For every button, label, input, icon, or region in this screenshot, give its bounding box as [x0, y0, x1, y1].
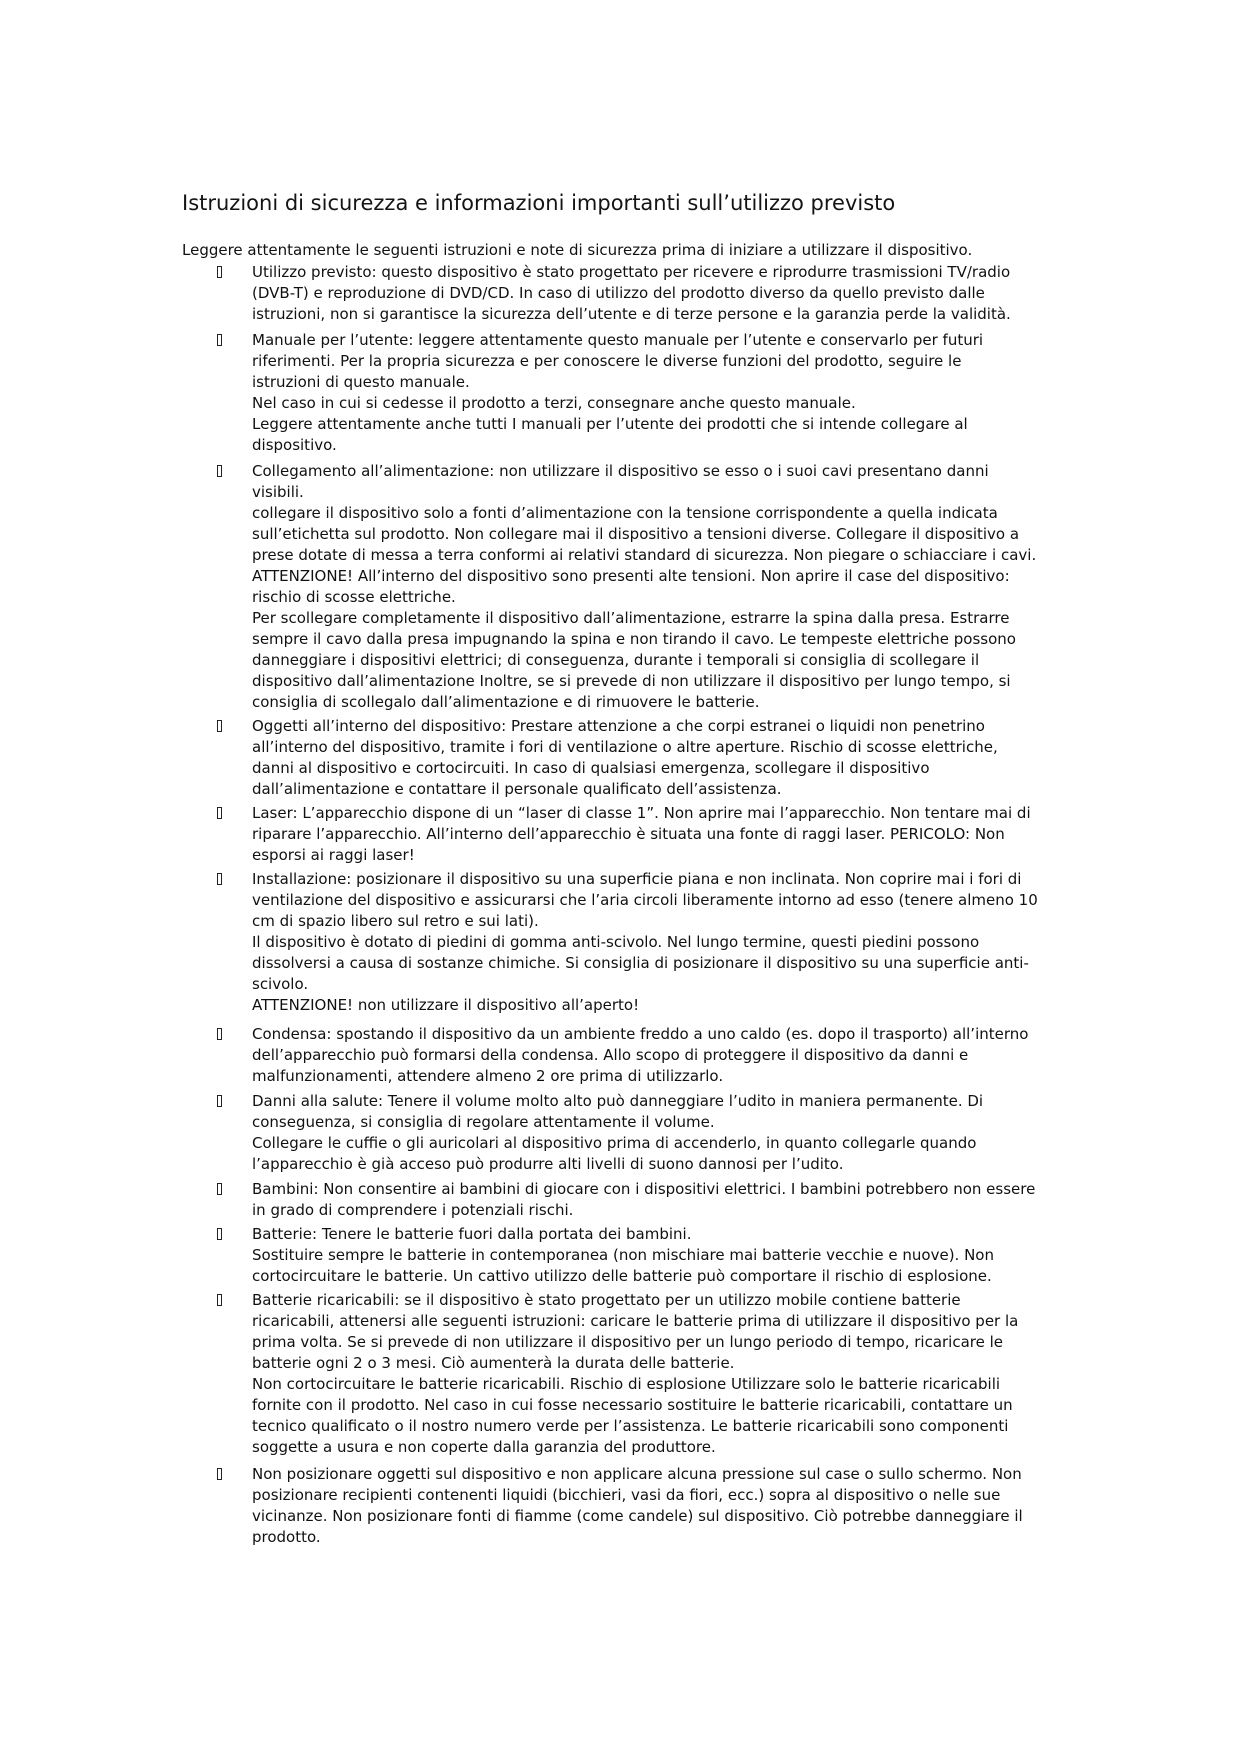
- list-item: [212, 716, 1082, 800]
- intro-text: Leggere attentamente le seguenti istruzioni e note di sicurezza prima di iniziare a utilizzare il dispositivo.: [182, 241, 973, 259]
- paragraph: Installazione: posizionare il dispositivo su una superficie piana e non inclinata. Non coprire mai i fori di ventilazione del dispositivo e assicurarsi che l’aria circoli liberamente intorno ad esso (tenere almeno 10 cm di spazio libero sul retro e sui lati).: [252, 870, 1038, 930]
- paragraph: Utilizzo previsto: questo dispositivo è stato progettato per ricevere e riprodurre trasmissioni TV/radio (DVB-T) e reproduzione di DVD/CD. In caso di utilizzo del prodotto diverso da quello previsto dalle istruzioni, non si garantisce la sicurezza dell’utente e di terze persone e la garanzia perde la validità.: [252, 263, 1011, 323]
- paragraph: Sostituire sempre le batterie in contemporanea (non mischiare mai batterie vecchie e nuove). Non cortocircuitare le batterie. Un cattivo utilizzo delle batterie può comportare il rischio di esplosione.: [252, 1246, 994, 1285]
- paragraph: Leggere attentamente anche tutti I manuali per l’utente dei prodotti che si intende collegare al dispositivo.: [252, 415, 968, 454]
- page-title: Istruzioni di sicurezza e informazioni importanti sull’utilizzo previsto: [182, 191, 896, 215]
- bullet-box-icon: [217, 266, 222, 278]
- paragraph: Il dispositivo è dotato di piedini di gomma anti-scivolo. Nel lungo termine, questi piedini possono dissolversi a causa di sostanze chimiche. Si consiglia di posizionare il dispositivo su una superficie anti- scivolo.: [252, 933, 1029, 993]
- paragraph: ATTENZIONE! non utilizzare il dispositivo all’aperto!: [252, 996, 640, 1014]
- list-item: [212, 1091, 1082, 1175]
- bullet-box-icon: [217, 1028, 222, 1040]
- paragraph: ATTENZIONE! All’interno del dispositivo sono presenti alte tensioni. Non aprire il case del dispositivo: rischio di scosse elettriche.: [252, 567, 1010, 606]
- list-item: [212, 262, 1082, 325]
- paragraph: Per scollegare completamente il dispositivo dall’alimentazione, estrarre la spina dalla presa. Estrarre sempre il cavo dalla presa impugnando la spina e non tirando il cavo. Le tempeste elettriche possono danneggiare i dispositivi elettrici; di conseguenza, durante i temporali si consiglia di scollegare il dispositivo dall’alimentazione Inoltre, se si prevede di non utilizzare il dispositivo per lungo tempo, si consiglia di scollegalo dall’alimentazione e di rimuovere le batterie.: [252, 609, 1016, 711]
- paragraph: Batterie ricaricabili: se il dispositivo è stato progettato per un utilizzo mobile contiene batterie ricaricabili, attenersi alle seguenti istruzioni: caricare le batterie prima di utilizzare il dispositivo per la prima volta. Se si prevede di non utilizzare il dispositivo per un lungo periodo di tempo, ricaricare le batterie ogni 2 o 3 mesi. Ciò aumenterà la durata delle batterie.: [252, 1291, 1019, 1372]
- paragraph: Collegamento all’alimentazione: non utilizzare il dispositivo se esso o i suoi cavi presentano danni visibili.: [252, 462, 989, 501]
- list-item: [212, 330, 1082, 456]
- paragraph: collegare il dispositivo solo a fonti d’alimentazione con la tensione corrispondente a quella indicata sull’etichetta sul prodotto. Non collegare mai il dispositivo a tensioni diverse. Collegare il dispositivo a prese dotate di messa a terra conformi ai relativi standard di sicurezza. Non piegare o schiacciare i cavi.: [252, 504, 1037, 564]
- bullet-box-icon: [217, 1183, 222, 1195]
- bullet-box-icon: [217, 720, 222, 732]
- list-item: [212, 1464, 1082, 1548]
- paragraph: Condensa: spostando il dispositivo da un ambiente freddo a uno caldo (es. dopo il trasporto) all’interno dell’apparecchio può formarsi della condensa. Allo scopo di proteggere il dispositivo da danni e malfunzionamenti, attendere almeno 2 ore prima di utilizzarlo.: [252, 1025, 1029, 1085]
- paragraph: Collegare le cuffie o gli auricolari al dispositivo prima di accenderlo, in quanto collegarle quando l’apparecchio è già acceso può produrre alti livelli di suono dannosi per l’udito.: [252, 1134, 977, 1173]
- bullet-box-icon: [217, 1294, 222, 1306]
- paragraph: Non posizionare oggetti sul dispositivo e non applicare alcuna pressione sul case o sullo schermo. Non posizionare recipienti contenenti liquidi (bicchieri, vasi da fiori, ecc.) sopra al dispositivo o nelle sue vicinanze. Non posizionare fonti di fiamme (come candele) sul dispositivo. Ciò potrebbe danneggiare il prodotto.: [252, 1465, 1023, 1546]
- bullet-box-icon: [217, 465, 222, 477]
- list-item: [212, 869, 1082, 1016]
- paragraph: Oggetti all’interno del dispositivo: Prestare attenzione a che corpi estranei o liquidi non penetrino all’interno del dispositivo, tramite i fori di ventilazione o altre aperture. Rischio di scosse elettriche, danni al dispositivo e cortocircuiti. In caso di qualsiasi emergenza, scollegare il dispositivo dall’alimentazione e contattare il personale qualificato dell’assistenza.: [252, 717, 998, 798]
- bullet-box-icon: [217, 1095, 222, 1107]
- paragraph: Laser: L’apparecchio dispone di un “laser di classe 1”. Non aprire mai l’apparecchio. Non tentare mai di riparare l’apparecchio. All’interno dell’apparecchio è situata una fonte di raggi laser. PERICOLO: Non esporsi ai raggi laser!: [252, 804, 1031, 864]
- bullet-box-icon: [217, 334, 222, 346]
- bullet-box-icon: [217, 1228, 222, 1240]
- list-item: [212, 1290, 1082, 1458]
- list-item: [212, 803, 1082, 866]
- paragraph: Danni alla salute: Tenere il volume molto alto può danneggiare l’udito in maniera permanente. Di conseguenza, si consiglia di regolare attentamente il volume.: [252, 1092, 984, 1131]
- bullet-box-icon: [217, 873, 222, 885]
- paragraph: Manuale per l’utente: leggere attentamente questo manuale per l’utente e conservarlo per futuri riferimenti. Per la propria sicurezza e per conoscere le diverse funzioni del prodotto, seguire le istruzioni di questo manuale.: [252, 331, 984, 391]
- list-item: [212, 1179, 1082, 1221]
- paragraph: Bambini: Non consentire ai bambini di giocare con i dispositivi elettrici. I bambini potrebbero non essere in grado di comprendere i potenziali rischi.: [252, 1180, 1036, 1219]
- paragraph: Nel caso in cui si cedesse il prodotto a terzi, consegnare anche questo manuale.: [252, 394, 856, 412]
- bullet-box-icon: [217, 807, 222, 819]
- list-item: [212, 1024, 1082, 1087]
- paragraph: Batterie: Tenere le batterie fuori dalla portata dei bambini.: [252, 1225, 692, 1243]
- bullet-box-icon: [217, 1468, 222, 1480]
- list-item: [212, 1224, 1082, 1287]
- list-item: [212, 461, 1082, 713]
- paragraph: Non cortocircuitare le batterie ricaricabili. Rischio di esplosione Utilizzare solo le batterie ricaricabili fornite con il prodotto. Nel caso in cui fosse necessario sostituire le batterie ricaricabili, contattare un tecnico qualificato o il nostro numero verde per l’assistenza. Le batterie ricaricabili sono componenti soggette a usura e non coperte dalla garanzia del produttore.: [252, 1375, 1013, 1456]
